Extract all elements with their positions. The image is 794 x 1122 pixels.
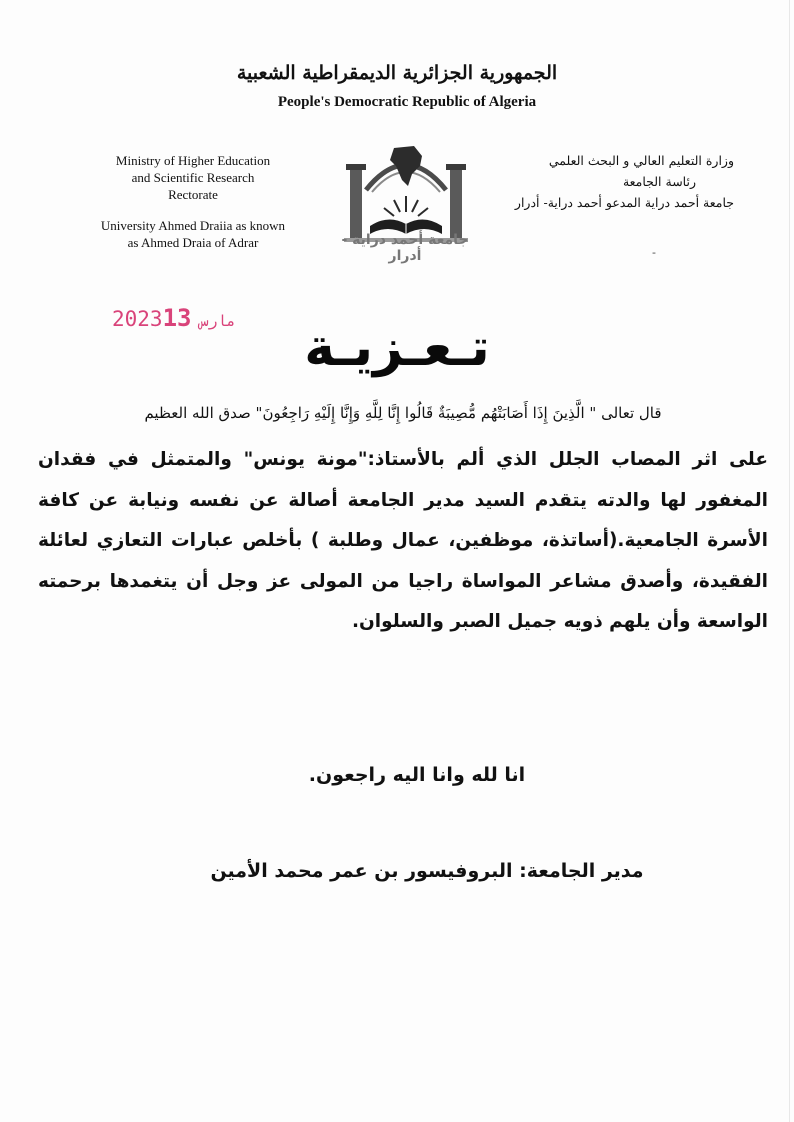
scan-mark: - — [652, 246, 656, 259]
ministry-block-arabic — [474, 150, 734, 213]
university-line-ar: جامعة أحمد دراية المدعو أحمد دراية- أدرار — [514, 195, 734, 210]
scan-edge-line — [789, 0, 790, 1122]
condolence-paragraph: على اثر المصاب الجلل الذي ألم بالأستاذ:"مونة يونس" والمتمثل في فقدان المغفور لها والدته يتقدم السيد مدير الجامعة أصالة عن نفسه ونيابة عن كافة الأسرة الجامعية.(أساتذة، موظفين، عمال وطلبة ) بأخلص عبارات التعازي لعائلة الفقيدة، وأصدق مشاعر المواساة راجيا من المولى عز وجل أن يتغمدها برحمته الواسعة وأن يلهم ذويه جميل الصبر والسلوان. — [38, 449, 768, 632]
rectorate-line-ar: رئاسة الجامعة — [622, 174, 696, 189]
date-day: 13 — [162, 304, 192, 332]
document-title: تـعـزيـة — [304, 318, 490, 378]
rectorate-line: Rectorate — [168, 187, 218, 202]
republic-name-english: People's Democratic Republic of Algeria — [277, 94, 537, 110]
closing-phrase: انا لله وانا اليه راجعون. — [308, 764, 526, 786]
logo-caption: جامعة أحمد دراية - أدرار — [341, 232, 469, 264]
signature-line: مدير الجامعة: البروفيسور بن عمر محمد الأمين — [210, 860, 644, 882]
date-year: 2023 — [112, 307, 163, 331]
university-line: University Ahmed Draiia as known — [100, 218, 286, 233]
republic-name-arabic: الجمهورية الجزائرية الديمقراطية الشعبية — [236, 62, 558, 84]
date-month: مارس — [199, 312, 236, 330]
ministry-line: Ministry of Higher Education — [115, 153, 271, 168]
ministry-line-ar: وزارة التعليم العالي و البحث العلمي — [548, 153, 734, 168]
quran-verse: قال تعالى " الَّذِينَ إِذَا أَصَابَتْهُم مُّصِيبَةٌ قَالُوا إِنَّا لِلَّهِ وَإِنَّا إِلَيْهِ رَاجِعُونَ" صدق الله العظيم — [144, 404, 662, 422]
ministry-block-english — [88, 152, 298, 251]
ministry-line: and Scientific Research — [131, 170, 255, 185]
university-line: as Ahmed Draia of Adrar — [127, 235, 259, 250]
condolence-body — [38, 440, 768, 643]
